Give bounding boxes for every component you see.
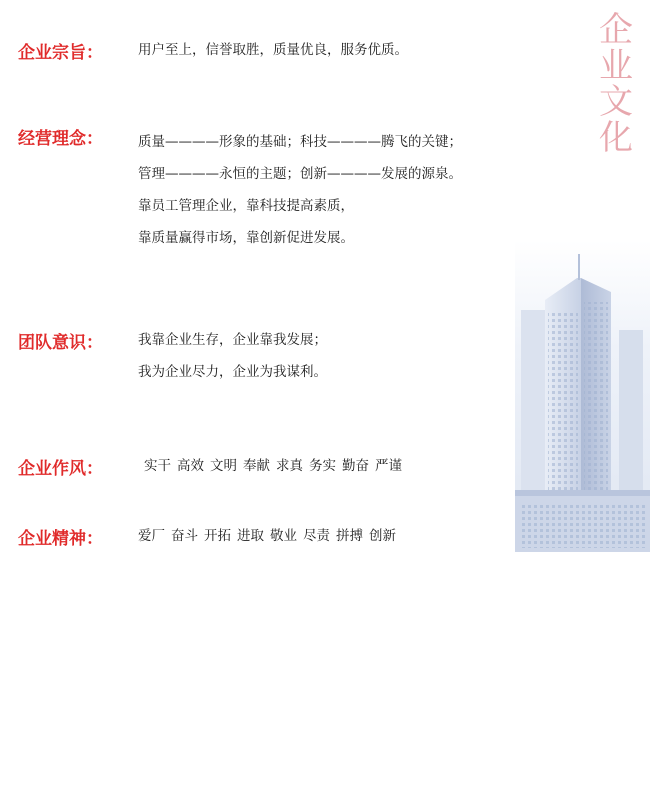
word-list: [138, 526, 518, 546]
side-title: [594, 12, 638, 156]
section-line: 管理————永恒的主题；创新————发展的源泉。: [138, 166, 462, 182]
word-item: 爱厂: [138, 528, 165, 544]
side-title-char: 化: [599, 118, 633, 158]
word-item: 拼搏: [336, 528, 363, 544]
section-line: 靠质量赢得市场，靠创新促进发展。: [138, 230, 354, 246]
word-item: 严谨: [375, 458, 402, 474]
section-label: 团队意识：: [18, 333, 103, 353]
word-item: 敬业: [270, 528, 297, 544]
section-line: 质量————形象的基础；科技————腾飞的关键；: [138, 134, 462, 150]
word-item: 勤奋: [342, 458, 369, 474]
word-item: 开拓: [204, 528, 231, 544]
word-item: 高效: [177, 458, 204, 474]
word-item: 求真: [276, 458, 303, 474]
section-label: 经营理念：: [18, 129, 103, 149]
section-label: 企业宗旨：: [18, 43, 103, 63]
word-item: 实干: [144, 458, 171, 474]
side-title-char: 文: [599, 82, 633, 122]
side-title-char: 企: [599, 10, 633, 50]
side-title-char: 业: [599, 46, 633, 86]
word-list: [144, 456, 524, 476]
building-illustration: [515, 240, 650, 552]
section-line: 我靠企业生存，企业靠我发展；: [138, 332, 327, 348]
section-line: 靠员工管理企业，靠科技提高素质，: [138, 198, 354, 214]
section-label: 企业作风：: [18, 459, 103, 479]
word-item: 文明: [210, 458, 237, 474]
word-item: 奉献: [243, 458, 270, 474]
section-line: 我为企业尽力，企业为我谋利。: [138, 364, 327, 380]
section-line: 用户至上，信誉取胜，质量优良，服务优质。: [138, 42, 408, 58]
word-item: 奋斗: [171, 528, 198, 544]
word-item: 创新: [369, 528, 396, 544]
section-label: 企业精神：: [18, 529, 103, 549]
word-item: 进取: [237, 528, 264, 544]
word-item: 尽责: [303, 528, 330, 544]
word-item: 务实: [309, 458, 336, 474]
